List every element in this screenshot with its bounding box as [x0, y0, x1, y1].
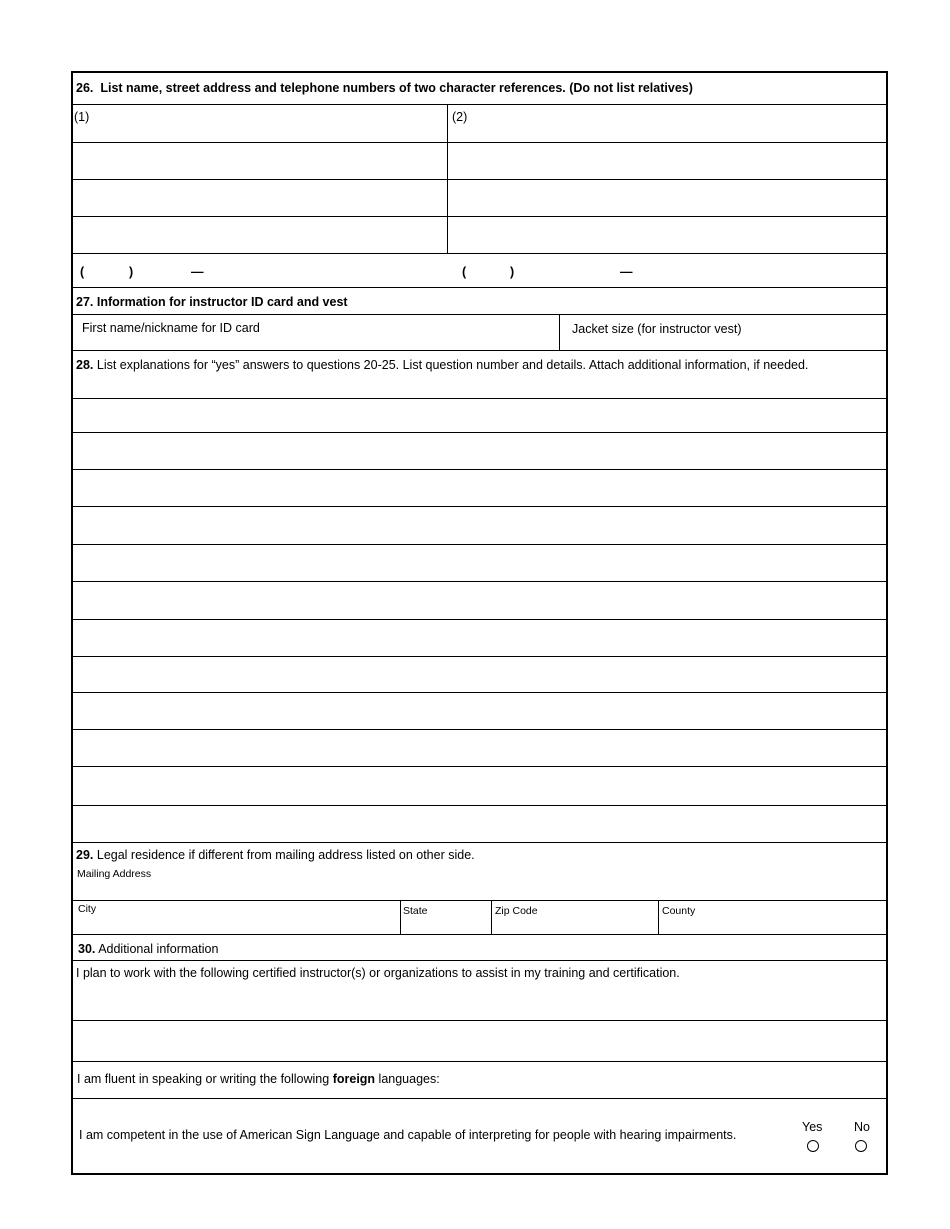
phone-1-area-open: ( — [80, 265, 85, 279]
divider — [73, 469, 886, 470]
state-label: State — [403, 905, 428, 917]
languages-text-bold: foreign — [332, 1072, 376, 1086]
divider — [73, 656, 886, 657]
divider — [73, 216, 886, 217]
reference-2-label: (2) — [452, 110, 468, 124]
section-26-title: List name, street address and telephone numbers of two character references. (Do not list relatives) — [100, 81, 693, 95]
divider — [73, 287, 886, 288]
column-divider — [447, 104, 448, 253]
reference-1-label: (1) — [74, 110, 90, 124]
phone-1-area-close: ) — [129, 265, 134, 279]
column-divider — [491, 900, 492, 934]
divider — [73, 581, 886, 582]
mailing-address-label: Mailing Address — [77, 868, 152, 880]
section-26-heading — [76, 81, 693, 95]
phone-1-dash: — — [191, 265, 204, 279]
divider — [73, 619, 886, 620]
city-label: City — [78, 903, 97, 915]
divider — [73, 934, 886, 935]
divider — [73, 142, 886, 143]
languages-field[interactable] — [403, 1062, 886, 1098]
application-form-page — [71, 71, 888, 1175]
section-30-number: 30. — [78, 942, 96, 956]
zip-code-label: Zip Code — [495, 905, 538, 917]
column-divider — [658, 900, 659, 934]
phone-2-area-close: ) — [510, 265, 515, 279]
divider — [73, 506, 886, 507]
divider — [73, 766, 886, 767]
column-divider — [559, 314, 560, 350]
jacket-size-label: Jacket size (for instructor vest) — [572, 322, 742, 336]
no-label: No — [854, 1120, 870, 1134]
languages-text — [77, 1072, 440, 1086]
divider — [73, 179, 886, 180]
divider — [73, 398, 886, 399]
section-28-text: List explanations for “yes” answers to questions 20-25. List question number and details. Attach additional information, if needed. — [96, 358, 809, 372]
yes-label: Yes — [802, 1120, 823, 1134]
section-30-heading — [78, 942, 218, 956]
section-27-title: 27. Information for instructor ID card and vest — [76, 295, 348, 309]
instructors-field[interactable] — [73, 981, 886, 1061]
divider — [73, 805, 886, 806]
divider — [73, 842, 886, 843]
explanations-field[interactable] — [73, 351, 886, 842]
column-divider — [400, 900, 401, 934]
instructors-text: I plan to work with the following certified instructor(s) or organizations to assist in my training and certification. — [76, 966, 680, 980]
section-26-number: 26. — [76, 81, 94, 95]
section-29-number: 29. — [76, 848, 94, 862]
phone-2-dash: — — [620, 265, 633, 279]
county-label: County — [662, 905, 696, 917]
divider — [73, 692, 886, 693]
asl-yes-radio[interactable] — [807, 1140, 819, 1152]
languages-text-pre: I am fluent in speaking or writing the following — [77, 1072, 330, 1086]
phone-2-area-open: ( — [462, 265, 467, 279]
section-30-title: Additional information — [98, 942, 219, 956]
divider — [73, 432, 886, 433]
asl-text: I am competent in the use of American Sign Language and capable of interpreting for people with hearing impairments. — [79, 1128, 737, 1142]
divider — [73, 729, 886, 730]
divider — [73, 960, 886, 961]
divider — [73, 544, 886, 545]
divider — [73, 1098, 886, 1099]
asl-no-radio[interactable] — [855, 1140, 867, 1152]
mailing-address-field[interactable] — [73, 881, 886, 900]
divider — [73, 1020, 886, 1021]
languages-text-post: languages: — [378, 1072, 440, 1086]
section-29-text: Legal residence if different from mailing address listed on other side. — [96, 848, 475, 862]
section-29-heading — [76, 848, 475, 862]
city-field[interactable] — [73, 901, 400, 934]
nickname-label: First name/nickname for ID card — [82, 321, 260, 335]
section-28-number: 28. — [76, 358, 94, 372]
